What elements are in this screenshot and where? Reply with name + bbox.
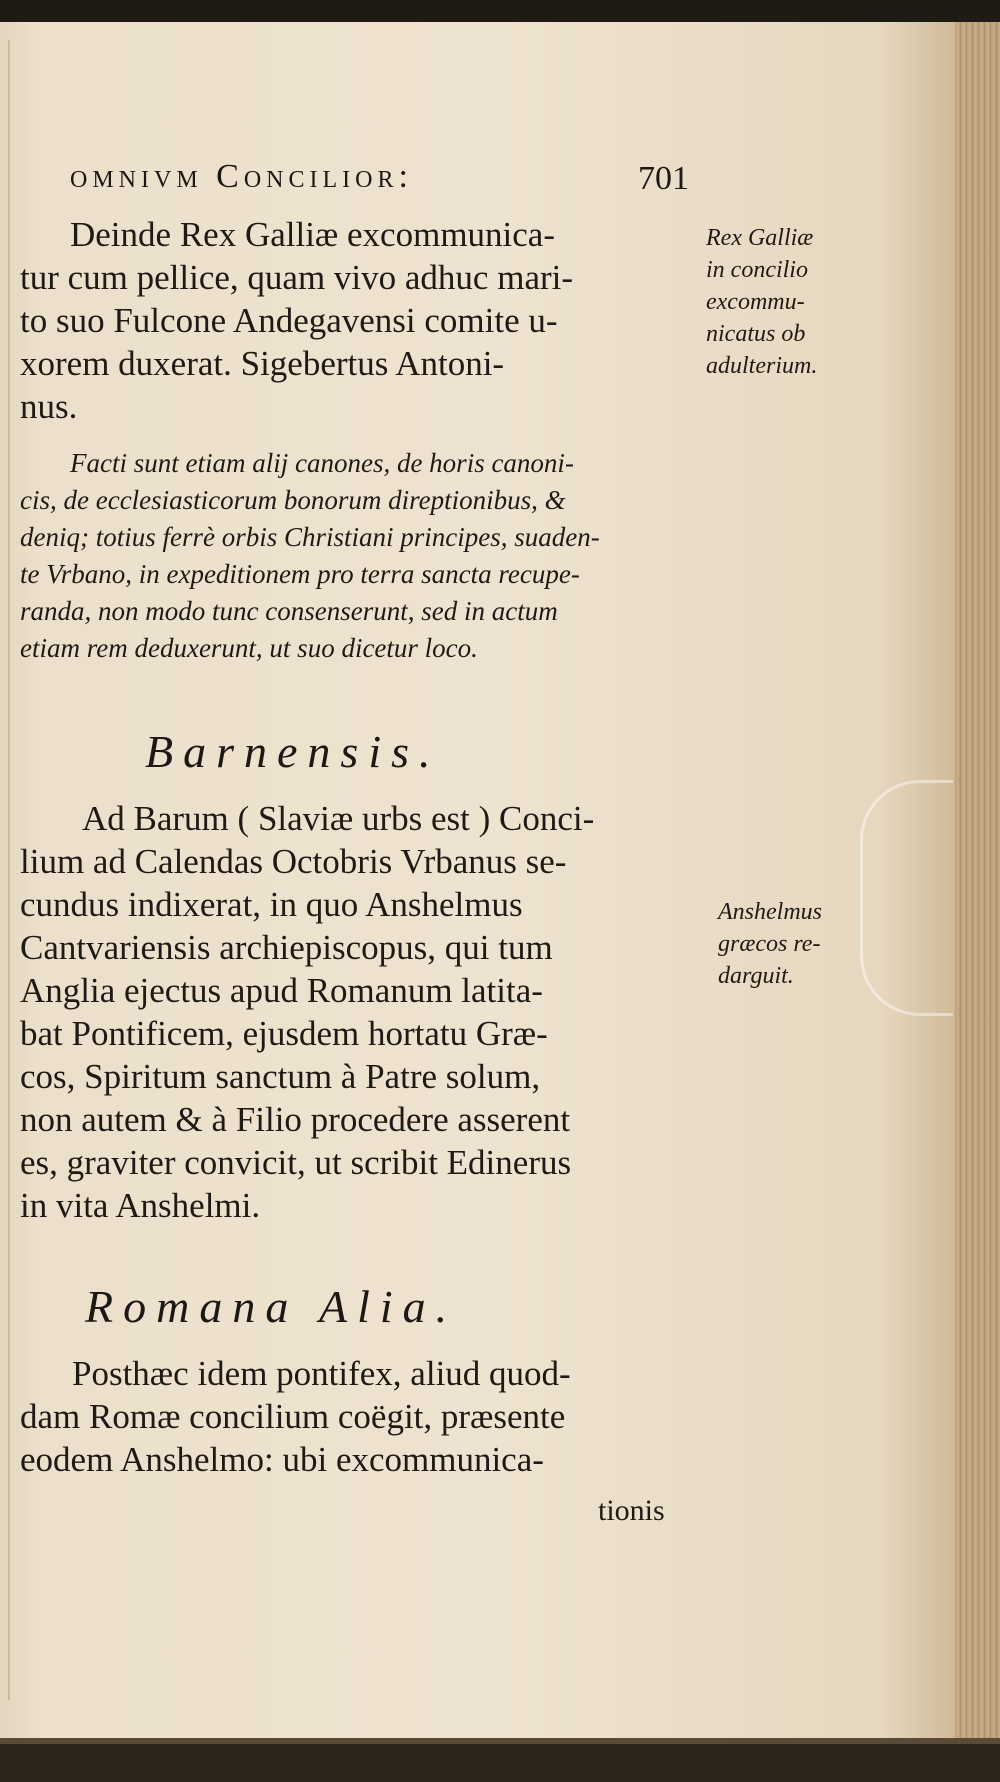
catchword: tionis	[598, 1494, 665, 1527]
page-edge	[955, 22, 1000, 1738]
paragraph-canones	[20, 445, 710, 667]
text-line: Ad Barum ( Slaviæ urbs est ) Conci-	[82, 799, 595, 838]
text-line: es, graviter convicit, ut scribit Edinerus	[20, 1143, 572, 1182]
text-line: Deinde Rex Galliæ excommunica-	[70, 215, 555, 254]
section-heading-barnensis: Barnensis.	[145, 726, 441, 777]
margin-note-line: darguit.	[718, 963, 794, 989]
paragraph-posthaec	[20, 1352, 710, 1481]
text-line: cos, Spiritum sanctum à Patre solum,	[20, 1057, 541, 1096]
text-line: tur cum pellice, quam vivo adhuc mari-	[20, 258, 574, 297]
margin-note-line: in concilio	[706, 257, 808, 283]
text-line: in vita Anshelmi.	[20, 1186, 261, 1225]
text-line: Cantvariensis archiepiscopus, qui tum	[20, 928, 553, 967]
text-line: Posthæc idem pontifex, aliud quod-	[72, 1354, 571, 1393]
scan-top-border	[0, 0, 1000, 22]
text-line: to suo Fulcone Andegavensi comite u-	[20, 301, 558, 340]
page-clip-reflection	[860, 780, 953, 1016]
text-line: Anglia ejectus apud Romanum latita-	[20, 971, 543, 1010]
text-line: non autem & à Filio procedere asserent	[20, 1100, 571, 1139]
section-heading-romana-alia: Romana Alia.	[85, 1281, 458, 1332]
text-line: bat Pontificem, ejusdem hortatu Græ-	[20, 1014, 548, 1053]
text-line: nus.	[20, 387, 78, 426]
paragraph-barum	[20, 797, 710, 1227]
gutter-shadow	[8, 40, 10, 1700]
margin-note-line: adulterium.	[706, 353, 818, 379]
margin-note-anshelmus	[718, 896, 868, 992]
text-line: randa, non modo tunc consenserunt, sed in actum	[20, 596, 558, 626]
margin-note-line: græcos re-	[718, 931, 821, 957]
running-head: omnivm Concilior:	[70, 158, 413, 195]
text-line: lium ad Calendas Octobris Vrbanus se-	[20, 842, 567, 881]
page-number: 701	[638, 160, 689, 197]
text-line: cundus indixerat, in quo Anshelmus	[20, 885, 523, 924]
text-line: deniq; totius ferrè orbis Christiani principes, suaden-	[20, 522, 600, 552]
margin-note-line: Rex Galliæ	[706, 225, 814, 251]
margin-note-line: nicatus ob	[706, 321, 806, 347]
paragraph-rex-galliae	[20, 213, 700, 428]
margin-note-line: Anshelmus	[718, 899, 822, 925]
text-line: xorem duxerat. Sigebertus Antoni-	[20, 344, 505, 383]
text-line: eodem Anshelmo: ubi excommunica-	[20, 1440, 544, 1479]
text-line: te Vrbano, in expeditionem pro terra sancta recupe-	[20, 559, 580, 589]
margin-note-line: excommu-	[706, 289, 805, 315]
text-line: cis, de ecclesiasticorum bonorum direptionibus, &	[20, 485, 566, 515]
text-line: Facti sunt etiam alij canones, de horis canoni-	[70, 448, 574, 478]
text-line: dam Romæ concilium coëgit, præsente	[20, 1397, 566, 1436]
text-line: etiam rem deduxerunt, ut suo dicetur loco.	[20, 633, 478, 663]
margin-note-rex-galliae	[706, 222, 866, 382]
scan-bottom-border	[0, 1744, 1000, 1782]
